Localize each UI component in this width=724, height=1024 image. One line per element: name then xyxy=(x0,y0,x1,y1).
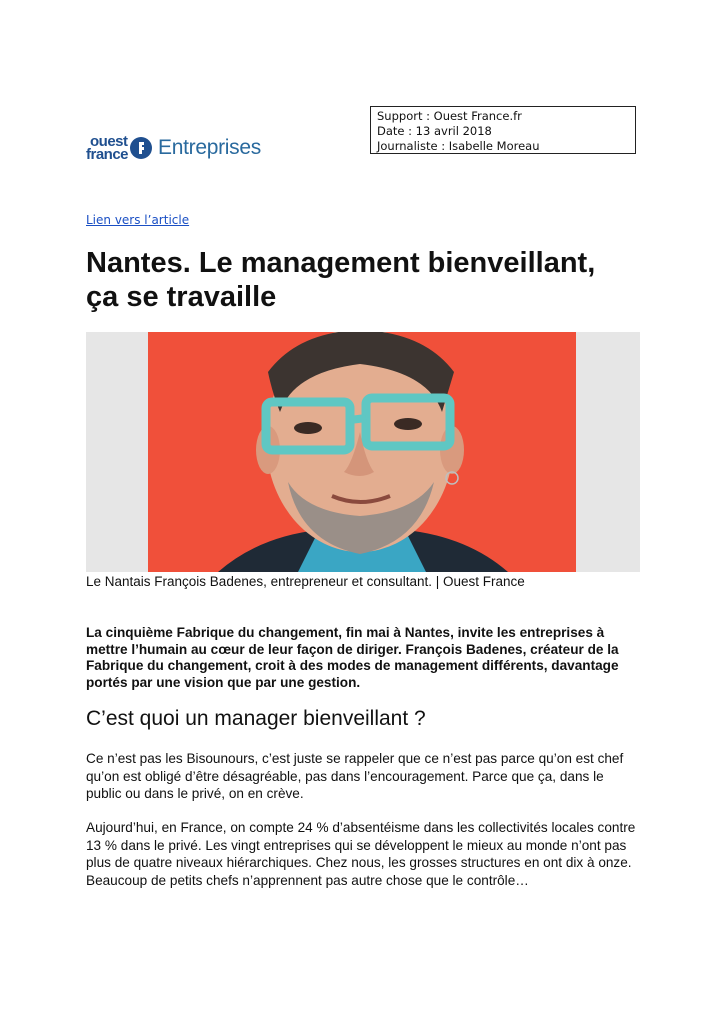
logo-line-ouest: ouest xyxy=(90,133,128,150)
portrait-illustration xyxy=(148,332,576,572)
logo-section-label: Entreprises xyxy=(158,136,261,159)
support-date: Date : 13 avril 2018 xyxy=(377,124,492,138)
ouest-france-emblem-icon xyxy=(130,137,152,159)
ouest-france-entreprises-logo xyxy=(86,128,261,168)
paragraph: Aujourd’hui, en France, on compte 24 % d’absentéisme dans les collectivités locales contre 13 % dans le privé. Les vingt entreprises qui se développent le mieux au monde n’ont pas plus de quatre niveaux hiérarchiques. Chez nous, les grosses structures en ont dix à onze. Beaucoup de petits chefs n’apprennent pas autre chose que le contrôle… xyxy=(86,820,636,888)
headline-line-1: Nantes. Le management bienveillant, xyxy=(86,247,596,279)
support-journalist: Journaliste : Isabelle Moreau xyxy=(377,139,540,153)
logo-wordmark xyxy=(86,135,128,161)
section-subheading: C’est quoi un manager bienveillant ? xyxy=(86,707,426,730)
paragraph: Ce n’est pas les Bisounours, c’est juste se rappeler que ce n’est pas parce qu’on est chef qu’on est obligé d’être désagréable, pas dans l’encouragement. Parce que ça, dans le public ou dans le privé, on en crève. xyxy=(86,751,624,801)
photo-caption: Le Nantais François Badenes, entrepreneur et consultant. | Ouest France xyxy=(86,574,525,589)
support-source: Support : Ouest France.fr xyxy=(377,109,522,123)
article-headline xyxy=(86,246,646,314)
portrait-photo xyxy=(148,332,576,572)
logo-line-france: france xyxy=(86,146,129,163)
article-link[interactable]: Lien vers l’article xyxy=(86,213,190,227)
article-lede: La cinquième Fabrique du changement, fin mai à Nantes, invite les entreprises à mettre l’humain au cœur de leur façon de diriger. François Badenes, créateur de la Fabrique du changement, croit à des modes de management différents, davantage portés par une vision que par une gestion. xyxy=(86,625,619,690)
headline-line-2: ça se travaille xyxy=(86,281,277,313)
support-info-box xyxy=(370,106,636,154)
